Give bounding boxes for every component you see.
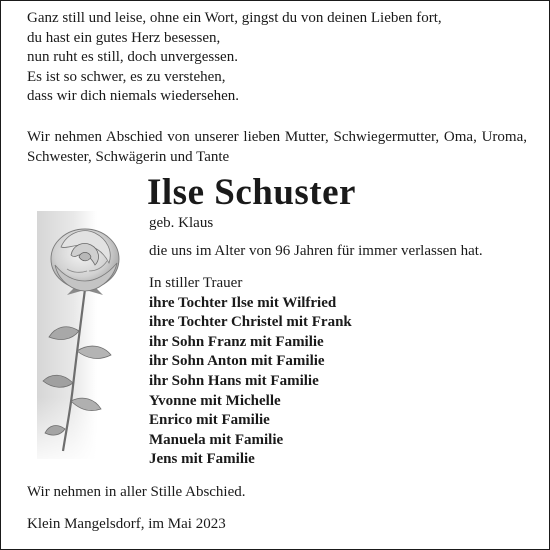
poem-line: du hast ein gutes Herz besessen, <box>27 29 221 46</box>
birth-name: geb. Klaus <box>149 215 214 231</box>
deceased-name: Ilse Schuster <box>147 172 356 213</box>
poem <box>27 9 527 107</box>
mourner-entry: Yvonne mit Michelle <box>149 392 281 409</box>
mourner-entry: Manuela mit Familie <box>149 431 284 448</box>
rose-icon <box>37 211 133 459</box>
poem-line: nun ruht es still, doch unvergessen. <box>27 49 238 66</box>
mourners-block <box>149 274 352 470</box>
mourner-entry: Jens mit Familie <box>149 451 255 468</box>
mourner-entry: ihr Sohn Anton mit Familie <box>149 353 325 370</box>
mourner-entry: ihr Sohn Hans mit Familie <box>149 372 319 389</box>
farewell-intro: Wir nehmen Abschied von unserer lieben Mutter, Schwiegermutter, Oma, Uroma, Schwester, Schwägerin und Tante <box>27 129 527 165</box>
mourners-list <box>149 294 352 470</box>
place-and-date: Klein Mangelsdorf, im Mai 2023 <box>27 516 226 532</box>
mourner-entry: ihr Sohn Franz mit Familie <box>149 333 324 350</box>
mourner-entry: ihre Tochter Christel mit Frank <box>149 314 352 331</box>
poem-line: Ganz still und leise, ohne ein Wort, gingst du von deinen Lieben fort, <box>27 10 442 26</box>
poem-line: dass wir dich niemals wiedersehen. <box>27 88 240 105</box>
closing-statement: Wir nehmen in aller Stille Abschied. <box>27 484 246 500</box>
age-statement: die uns im Alter von 96 Jahren für immer verlassen hat. <box>149 243 483 259</box>
poem-line: Es ist so schwer, es zu verstehen, <box>27 68 226 85</box>
mourning-intro: In stiller Trauer <box>149 275 243 291</box>
mourner-entry: Enrico mit Familie <box>149 412 270 429</box>
mourner-entry: ihre Tochter Ilse mit Wilfried <box>149 294 337 311</box>
